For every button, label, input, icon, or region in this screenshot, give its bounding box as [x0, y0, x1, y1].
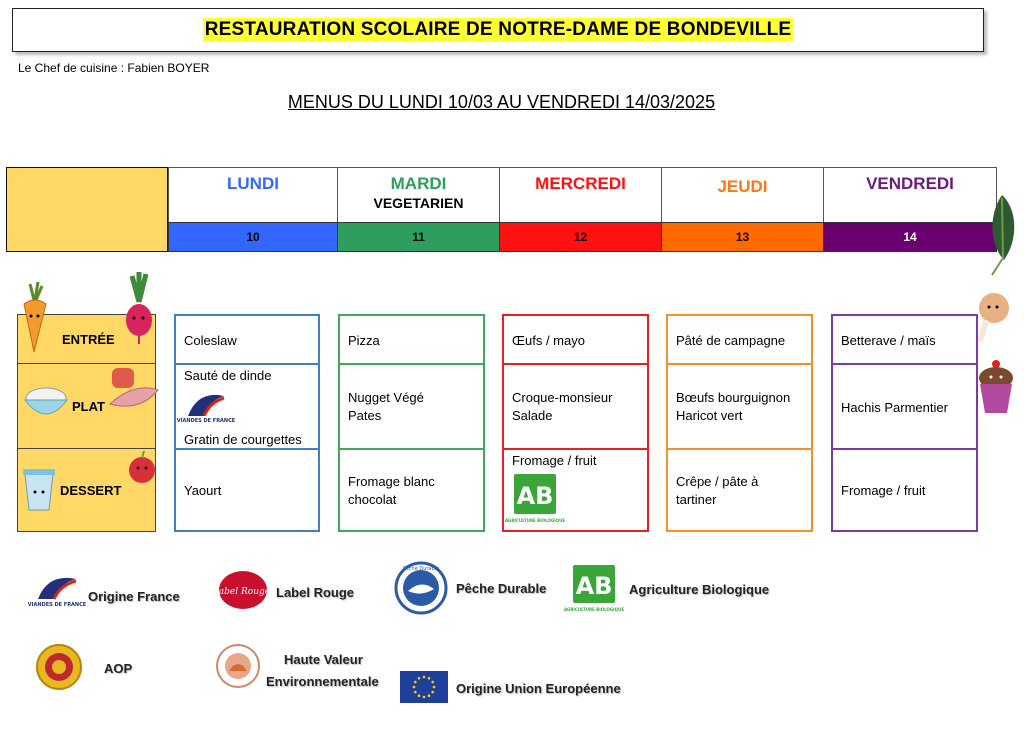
ab-organic-badge-icon — [504, 474, 566, 526]
row-label-entree: ENTRÉE — [17, 314, 156, 364]
day-number-thursday: 13 — [661, 222, 824, 252]
wednesday-plat-main: Croque-monsieur — [512, 390, 613, 405]
monday-dessert: Yaourt — [184, 483, 222, 498]
agriculture-bio-logo-icon — [563, 565, 625, 617]
day-number-monday: 10 — [168, 222, 338, 252]
legend-aop: AOP — [104, 661, 133, 676]
row-divider — [833, 363, 976, 365]
row-divider — [833, 448, 976, 450]
yogurt-icon — [22, 466, 56, 512]
friday-dessert: Fromage / fruit — [841, 483, 926, 498]
label-rouge-logo-icon — [215, 570, 271, 610]
tuesday-plat-main: Nugget Végé — [348, 390, 424, 405]
row-divider — [668, 448, 811, 450]
rice-bowl-icon — [22, 384, 70, 420]
menu-box-thursday — [666, 314, 813, 532]
vdf-logo-text: VIANDES DE FRANCE — [27, 602, 87, 608]
wednesday-entree: Œufs / mayo — [512, 333, 585, 348]
monday-entree: Coleslaw — [184, 333, 237, 348]
friday-plat: Hachis Parmentier — [841, 400, 948, 415]
menus-period-title: MENUS DU LUNDI 10/03 AU VENDREDI 14/03/2025 — [287, 92, 716, 112]
menu-box-wednesday — [502, 314, 649, 532]
day-name: LUNDI — [227, 174, 279, 193]
menu-box-tuesday — [338, 314, 485, 532]
tuesday-dessert-1: Fromage blanc — [348, 474, 435, 489]
day-theme: VEGETARIEN — [373, 195, 464, 211]
legend-origine-ue: Origine Union Européenne — [456, 681, 621, 696]
day-name: VENDREDI — [866, 174, 954, 193]
row-divider — [340, 363, 483, 365]
day-number-wednesday: 12 — [499, 222, 662, 252]
meat-and-fish-icon — [104, 364, 160, 416]
row-divider — [176, 363, 318, 365]
row-divider — [504, 448, 647, 450]
day-name: JEUDI — [717, 177, 768, 196]
legend-hve-line2: Environnementale — [266, 674, 379, 689]
day-name: MARDI — [390, 174, 447, 193]
row-label-dessert: DESSERT — [17, 448, 156, 532]
tuesday-dessert-2: chocolat — [348, 492, 397, 507]
day-header-thursday — [661, 167, 824, 223]
ab-badge-text: AB — [516, 482, 554, 510]
legend-label-rouge: Label Rouge — [276, 585, 355, 600]
ab-logo-text: AB — [575, 572, 613, 600]
day-number-friday: 14 — [823, 222, 997, 252]
aop-logo-icon — [36, 644, 82, 690]
carrot-icon — [20, 282, 50, 354]
thursday-plat-main: Bœufs bourguignon — [676, 390, 791, 405]
tuesday-entree: Pizza — [348, 333, 380, 348]
page-title: RESTAURATION SCOLAIRE DE NOTRE-DAME DE BONDEVILLE — [204, 19, 792, 40]
chef-name: Le Chef de cuisine : Fabien BOYER — [18, 61, 210, 75]
wednesday-dessert: Fromage / fruit — [512, 453, 597, 468]
chicken-leg-icon — [974, 290, 1010, 346]
thursday-dessert-2: tartiner — [676, 492, 717, 507]
cupcake-icon — [976, 358, 1016, 414]
spinach-leaf-icon — [982, 190, 1022, 280]
monday-plat-side: Gratin de courgettes — [184, 432, 302, 447]
row-divider — [668, 363, 811, 365]
row-divider — [340, 448, 483, 450]
ab-logo-caption: AGRICULTURE BIOLOGIQUE — [563, 607, 625, 612]
menu-box-friday — [831, 314, 978, 532]
day-header-monday — [168, 167, 338, 223]
hve-logo-icon — [215, 643, 261, 689]
label-rouge-logo-text: label Rouge — [215, 587, 271, 597]
peche-durable-logo-icon — [394, 561, 448, 615]
day-header-friday — [823, 167, 997, 223]
legend-agriculture-bio: Agriculture Biologique — [629, 582, 770, 597]
radish-icon — [122, 272, 156, 344]
thursday-entree: Pâté de campagne — [676, 333, 786, 348]
day-header-tuesday — [337, 167, 500, 223]
row-label-plat: PLAT — [17, 363, 156, 449]
table-corner-cell — [6, 167, 168, 252]
vdf-badge-text: VIANDES DE FRANCE — [176, 418, 236, 424]
monday-plat-main: Sauté de dinde — [184, 368, 272, 383]
apple-icon — [126, 450, 158, 484]
row-divider — [504, 363, 647, 365]
day-header-wednesday — [499, 167, 662, 223]
origine-france-logo-icon — [27, 569, 87, 613]
legend-origine-france: Origine France — [88, 589, 180, 604]
legend-hve-line1: Haute Valeur — [284, 652, 363, 667]
viandes-de-france-badge-icon — [176, 386, 236, 428]
thursday-dessert-1: Crêpe / pâte à — [676, 474, 759, 489]
peche-logo-text: Pêche Durable — [402, 566, 440, 572]
title-banner — [12, 8, 984, 52]
day-number-tuesday: 11 — [337, 222, 500, 252]
ab-badge-caption: AGRICULTURE BIOLOGIQUE — [504, 518, 566, 523]
friday-entree: Betterave / maïs — [841, 333, 936, 348]
thursday-plat-side: Haricot vert — [676, 408, 743, 423]
menu-box-monday — [174, 314, 320, 532]
day-name: MERCREDI — [535, 174, 626, 193]
eu-flag-icon — [400, 671, 448, 703]
wednesday-plat-side: Salade — [512, 408, 553, 423]
legend-peche-durable: Pêche Durable — [456, 581, 547, 596]
tuesday-plat-side: Pates — [348, 408, 382, 423]
